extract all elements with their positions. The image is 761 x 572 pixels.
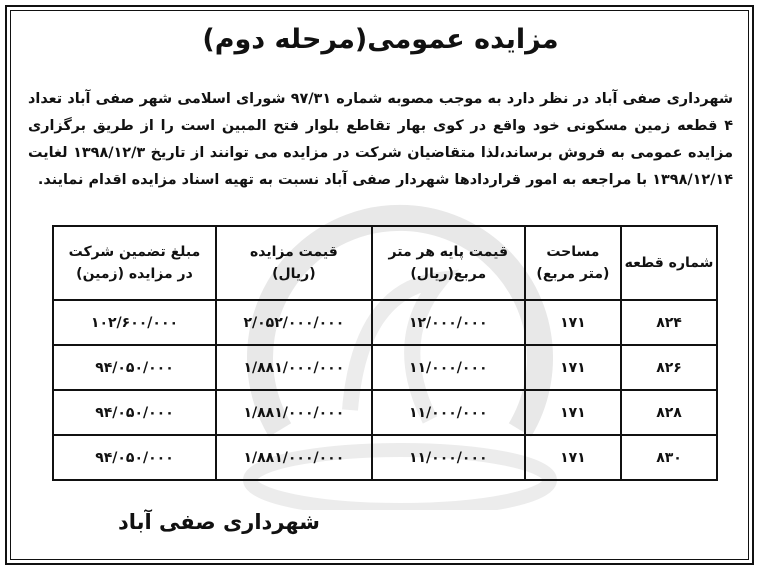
cell-auction-price: ۲/۰۵۲/۰۰۰/۰۰۰ bbox=[216, 300, 372, 345]
cell-area: ۱۷۱ bbox=[525, 435, 621, 480]
table-row bbox=[53, 345, 717, 390]
cell-auction-price: ۱/۸۸۱/۰۰۰/۰۰۰ bbox=[216, 435, 372, 480]
header-area: مساحت (متر مربع) bbox=[525, 226, 621, 300]
cell-lot: ۸۲۸ bbox=[621, 390, 717, 435]
cell-base-price: ۱۱/۰۰۰/۰۰۰ bbox=[372, 390, 525, 435]
header-base-price: قیمت پایه هر متر مربع(ریال) bbox=[372, 226, 525, 300]
table-row bbox=[53, 435, 717, 480]
cell-auction-price: ۱/۸۸۱/۰۰۰/۰۰۰ bbox=[216, 390, 372, 435]
cell-deposit: ۹۴/۰۵۰/۰۰۰ bbox=[53, 345, 216, 390]
cell-area: ۱۷۱ bbox=[525, 390, 621, 435]
signature-municipality: شهرداری صفی آباد bbox=[118, 510, 320, 534]
cell-base-price: ۱۱/۰۰۰/۰۰۰ bbox=[372, 435, 525, 480]
cell-lot: ۸۲۶ bbox=[621, 345, 717, 390]
header-deposit: مبلغ تضمین شرکت در مزایده (زمین) bbox=[53, 226, 216, 300]
cell-base-price: ۱۲/۰۰۰/۰۰۰ bbox=[372, 300, 525, 345]
table-header-row bbox=[53, 226, 717, 300]
auction-table bbox=[52, 225, 718, 481]
cell-base-price: ۱۱/۰۰۰/۰۰۰ bbox=[372, 345, 525, 390]
ad-title: مزایده عمومی(مرحله دوم) bbox=[202, 24, 559, 55]
header-lot-number: شماره قطعه bbox=[621, 226, 717, 300]
cell-deposit: ۹۴/۰۵۰/۰۰۰ bbox=[53, 435, 216, 480]
cell-lot: ۸۲۴ bbox=[621, 300, 717, 345]
cell-deposit: ۹۴/۰۵۰/۰۰۰ bbox=[53, 390, 216, 435]
table-row bbox=[53, 300, 717, 345]
cell-lot: ۸۳۰ bbox=[621, 435, 717, 480]
cell-deposit: ۱۰۲/۶۰۰/۰۰۰ bbox=[53, 300, 216, 345]
cell-auction-price: ۱/۸۸۱/۰۰۰/۰۰۰ bbox=[216, 345, 372, 390]
table-row bbox=[53, 390, 717, 435]
cell-area: ۱۷۱ bbox=[525, 345, 621, 390]
cell-area: ۱۷۱ bbox=[525, 300, 621, 345]
ad-intro-paragraph: شهرداری صفی آباد در نظر دارد به موجب مصوبه شماره ۹۷/۳۱ شورای اسلامی شهر صفی آباد تعداد ۴ قطعه زمین مسکونی خود واقع در کوی بهار تقاطع بلوار فتح المبین است را از طریق برگزاری مزایده عمومی به فروش برساند،لذا متقاضیان شرکت در مزایده می توانند از تاریخ ۱۳۹۸/۱۲/۳ لغایت ۱۳۹۸/۱۲/۱۴ با مراجعه به امور قراردادها شهردار صفی آباد نسبت به تهیه اسناد مزایده اقدام نمایند. bbox=[28, 91, 733, 188]
header-auction-price: قیمت مزایده (ریال) bbox=[216, 226, 372, 300]
